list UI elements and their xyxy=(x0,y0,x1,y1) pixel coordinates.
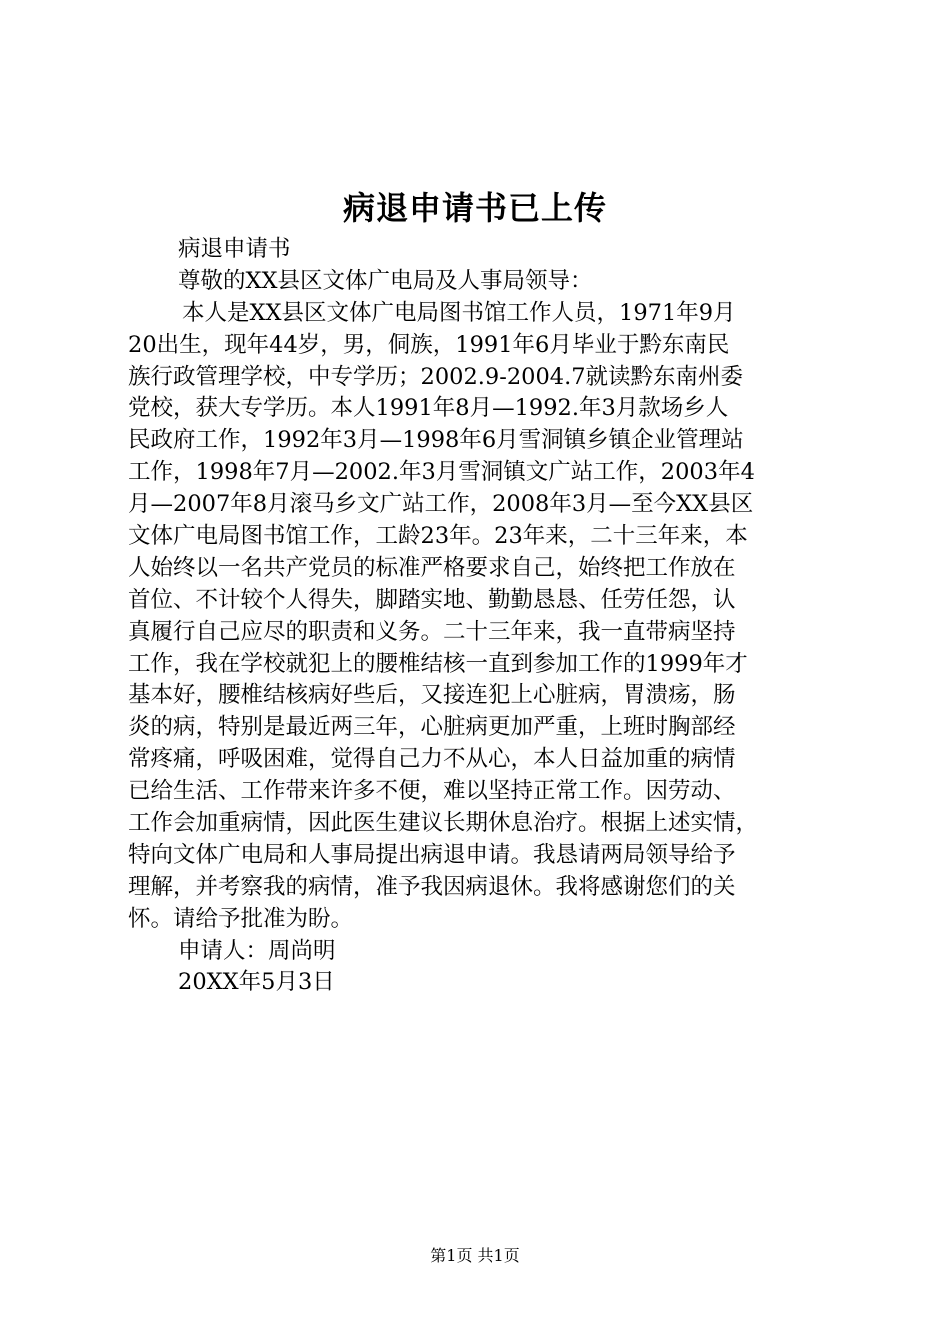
body-line: 本人是XX县区文体广电局图书馆工作人员，1971年9月 xyxy=(182,299,736,326)
body-line: 党校，获大专学历。本人1991年8月—1992.年3月款场乡人 xyxy=(128,395,729,422)
body-line: 理解，并考察我的病情，准予我因病退休。我将感谢您们的关 xyxy=(128,873,736,900)
body-line: 工作会加重病情，因此医生建议长期休息治疗。根据上述实情， xyxy=(128,810,759,837)
letter-salutation: 尊敬的XX县区文体广电局及人事局领导： xyxy=(178,267,593,294)
body-line: 基本好，腰椎结核病好些后，又接连犯上心脏病，胃溃疡，肠 xyxy=(128,682,736,709)
letter-heading: 病退申请书 xyxy=(178,236,291,262)
body-line: 特向文体广电局和人事局提出病退申请。我恳请两局领导给予 xyxy=(128,841,736,868)
body-line: 工作，1998年7月—2002.年3月雪洞镇文广站工作，2003年4 xyxy=(128,459,755,486)
body-line: 首位、不计较个人得失，脚踏实地、勤勤恳恳、任劳任怨，认 xyxy=(128,586,736,613)
body-line: 炎的病，特别是最近两三年，心脏病更加严重，上班时胸部经 xyxy=(128,714,736,741)
body-line: 20出生，现年44岁，男，侗族，1991年6月毕业于黔东南民 xyxy=(128,331,730,358)
body-line: 真履行自己应尽的职责和义务。二十三年来，我一直带病坚持 xyxy=(128,618,736,645)
page-number: 第1页 共1页 xyxy=(430,1246,520,1265)
applicant-signature: 申请人：周尚明 xyxy=(178,937,336,964)
body-line: 族行政管理学校，中专学历；2002.9-2004.7就读黔东南州委 xyxy=(128,363,744,390)
letter-body xyxy=(128,298,828,936)
body-line: 民政府工作，1992年3月—1998年6月雪洞镇乡镇企业管理站 xyxy=(128,427,744,454)
body-line: 工作，我在学校就犯上的腰椎结核一直到参加工作的1999年才 xyxy=(128,650,748,677)
document-content xyxy=(128,234,828,999)
document-title: 病退申请书已上传 xyxy=(342,189,607,227)
letter-date: 20XX年5月3日 xyxy=(178,969,335,996)
body-line: 常疼痛，呼吸困难，觉得自己力不从心，本人日益加重的病情 xyxy=(128,746,736,773)
body-line: 文体广电局图书馆工作，工龄23年。23年来，二十三年来，本 xyxy=(128,523,748,550)
body-line: 怀。请给予批准为盼。 xyxy=(128,905,354,932)
body-line: 人始终以一名共产党员的标准严格要求自己，始终把工作放在 xyxy=(128,554,736,581)
body-line: 月—2007年8月滚马乡文广站工作，2008年3月—至今XX县区 xyxy=(128,491,754,518)
body-line: 已给生活、工作带来许多不便，难以坚持正常工作。因劳动、 xyxy=(128,778,736,805)
